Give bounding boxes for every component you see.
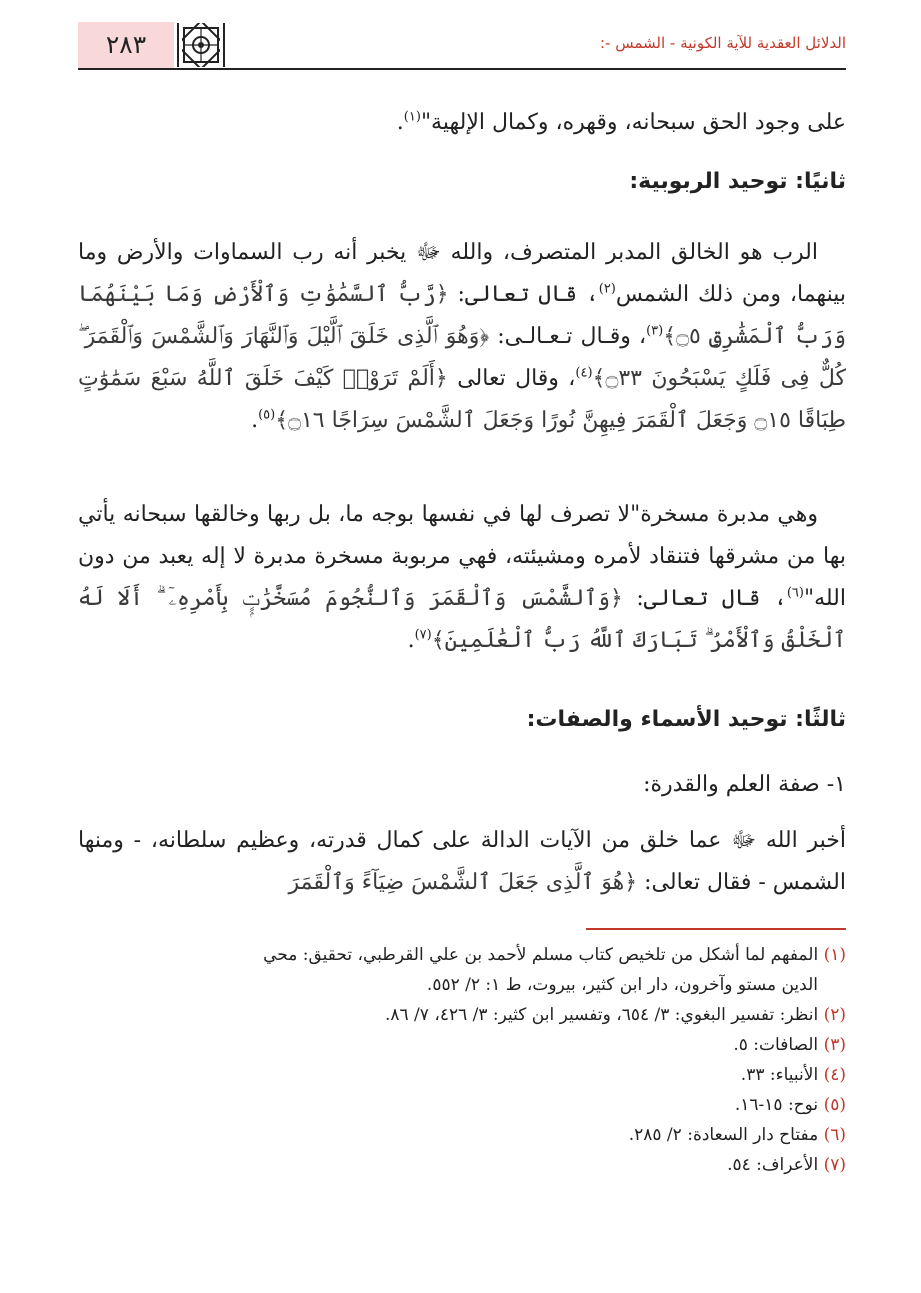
footnote-number: (٣) — [823, 1035, 846, 1055]
footnotes — [78, 940, 846, 1180]
quran-verse: ﴿وَهُوَ ٱلَّذِى خَلَقَ ٱلَّيْلَ وَٱلنَّهَارَ وَٱلشَّمْسَ وَٱلْقَمَرَ ۖ كُلٌّ فِى فَلَكٍ يَسْبَحُونَ ۝٣٣﴾ — [78, 324, 846, 391]
paragraph-text: الرب هو الخالق المدبر المتصرف، والله ﷻ يخبر أنه رب السماوات والأرض وما بينهما، ومن ذلك الشمس — [78, 240, 846, 307]
footnote-text: الأعراف: ٥٤. — [727, 1155, 819, 1175]
paragraph-text: أخبر الله ﷻ عما خلق من الآيات الدالة على كمال قدرته، وعظيم سلطانه، - ومنها الشمس - فقال تعالى: — [78, 828, 846, 895]
quran-verse: ﴿أَلَمْ تَرَوْا۟ كَيْفَ خَلَقَ ٱللَّهُ سَبْعَ سَمَٰوَٰتٍ طِبَاقًا ۝١٥ وَجَعَلَ ٱلْقَمَرَ فِيهِنَّ نُورًا وَجَعَلَ ٱلشَّمْسَ سِرَاجًا ۝١٦﴾ — [78, 366, 846, 433]
footnote-text: المفهم لما أشكل من تلخيص كتاب مسلم لأحمد بن علي القرطبي، تحقيق: محي — [263, 945, 819, 965]
footnote-number: (٥) — [823, 1095, 846, 1115]
footnote-text: نوح: ١٥-١٦. — [734, 1095, 819, 1115]
section-heading-rububiyya: ثانيًا: توحيد الربوبية: — [629, 169, 846, 194]
footnote-number: (١) — [823, 945, 846, 965]
punctuation: . — [407, 628, 415, 653]
page-header — [78, 20, 846, 70]
footnote-item — [78, 1150, 846, 1180]
page-number: ٢٨٣ — [105, 30, 147, 59]
footnote-item — [78, 1030, 846, 1060]
footnote-number: (٤) — [823, 1065, 846, 1085]
footnote-ref[interactable]: (٦) — [786, 585, 804, 601]
footnote-number: (٧) — [823, 1155, 846, 1175]
geometric-star-ornament-icon — [177, 23, 225, 67]
paragraph-block — [78, 820, 846, 904]
paragraph-text: ، قال تعالى: — [448, 282, 599, 307]
footnote-number: (٢) — [823, 1005, 846, 1025]
section-heading-asma-sifat: ثالثًا: توحيد الأسماء والصفات: — [526, 707, 846, 732]
footnote-number: (٦) — [823, 1125, 846, 1145]
main-text — [78, 102, 846, 144]
paragraph-text: وهي مدبرة مسخرة"لا تصرف لها في نفسها بوجه ما، بل ربها وخالقها سبحانه يأتي بها من مشرقها فتنقاد لأمره ومشيئته، فهي مربوبة مسخرة مدبرة لا إله يعبد من دون الله" — [78, 502, 846, 611]
paragraph-block — [78, 232, 846, 442]
footnote-text: الأنبياء: ٣٣. — [740, 1065, 819, 1085]
paragraph-qudra — [78, 820, 846, 904]
footnote-ref[interactable]: (٧) — [414, 627, 432, 643]
heading-section — [78, 700, 846, 740]
footnote-item — [78, 1090, 846, 1120]
quran-verse: ﴿وَٱلشَّمْسَ وَٱلْقَمَرَ وَٱلنُّجُومَ مُسَخَّرَٰتٍۭ بِأَمْرِهِۦٓ ۗ أَلَا لَهُ ٱلْخَلْقُ وَٱلْأَمْرُ ۗ تَبَارَكَ ٱللَّهُ رَبُّ ٱلْعَٰلَمِينَ﴾ — [78, 586, 846, 653]
footnote-text-continued: الدين مستو وآخرون، دار ابن كثير، بيروت، ط ١: ٢/ ٥٥٢. — [426, 975, 818, 995]
footnote-text: الصافات: ٥. — [733, 1035, 819, 1055]
running-title: الدلائل العقدية للآية الكونية - الشمس -: — [599, 34, 846, 52]
paragraph-rububiyya — [78, 232, 846, 442]
footnote-separator — [586, 928, 846, 930]
footnote-item — [78, 1000, 846, 1030]
footnote-item — [78, 940, 846, 1000]
footnote-ref[interactable]: (٥) — [258, 407, 276, 423]
footnote-ref[interactable]: (٤) — [575, 365, 593, 381]
paragraph-text: على وجود الحق سبحانه، وقهره، وكمال الإلهية" — [420, 110, 846, 135]
footnote-ref[interactable]: (٣) — [646, 323, 664, 339]
heading-section — [78, 162, 846, 202]
paragraph-musakhkhara — [78, 494, 846, 662]
quran-verse: ﴿رَّبُّ ٱلسَّمَٰوَٰتِ وَٱلْأَرْضِ وَمَا بَيْنَهُمَا وَرَبُّ ٱلْمَشَٰرِقِ ۝٥﴾ — [78, 282, 846, 349]
footnote-text: انظر: تفسير البغوي: ٣/ ٦٥٤، وتفسير ابن كثير: ٣/ ٤٢٦، ٧/ ٨٦. — [384, 1005, 819, 1025]
paragraph-intro — [78, 102, 846, 144]
paragraph-block — [78, 764, 846, 806]
footnote-item — [78, 1060, 846, 1090]
footnote-text: مفتاح دار السعادة: ٢/ ٢٨٥. — [628, 1125, 819, 1145]
paragraph-text: ، وقـال تـعـالـى: — [489, 324, 647, 349]
subheading-ilm-qudra: ١- صفة العلم والقدرة: — [643, 772, 846, 797]
punctuation: . — [251, 408, 259, 433]
paragraph-block — [78, 494, 846, 662]
footnote-ref[interactable]: (٢) — [598, 281, 616, 297]
footnote-item — [78, 1120, 846, 1150]
footnote-ref[interactable]: (١) — [403, 109, 421, 125]
quran-verse: ﴿هُوَ ٱلَّذِى جَعَلَ ٱلشَّمْسَ ضِيَآءً وَٱلْقَمَرَ — [288, 870, 638, 895]
punctuation: . — [396, 110, 404, 135]
paragraph-text: ، وقال تعالى — [447, 366, 576, 391]
paragraph-text: ، قال تعالى: — [622, 586, 787, 611]
header-rule — [78, 68, 846, 70]
